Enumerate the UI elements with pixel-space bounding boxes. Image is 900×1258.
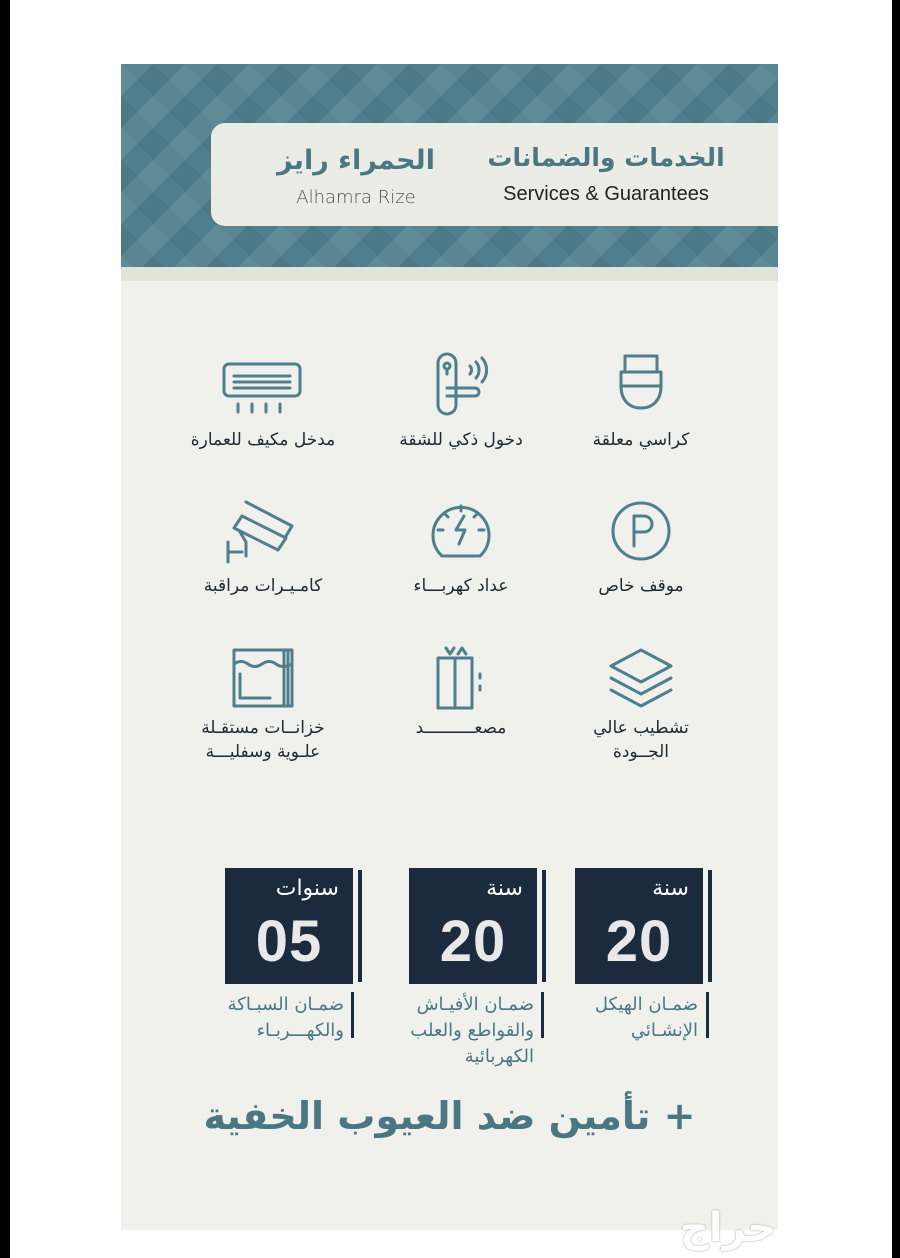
project-name-ar: الحمراء رايز: [277, 145, 435, 176]
parking-icon: [606, 496, 676, 566]
feature-label-line2: الجــودة: [612, 742, 670, 762]
feature-label-line2: علـوية وسفليـــة: [205, 742, 321, 762]
label-accent-bar: [541, 992, 544, 1038]
feature-water-tanks: [163, 644, 363, 764]
feature-label-line1: خزانــات مستقـلة: [201, 718, 325, 738]
card-accent-bar: [708, 870, 712, 982]
warranty-years: 20: [605, 909, 673, 974]
card-accent-bar: [358, 870, 362, 982]
warranty-card-electrical: [409, 868, 537, 984]
label-accent-bar: [351, 992, 354, 1038]
feature-electric-meter: [361, 496, 561, 598]
project-name-en: Alhamra Rize: [296, 187, 416, 208]
warranty-card-plumbing: [225, 868, 353, 984]
hidden-defects-insurance: + تأمين ضد العيوب الخفية: [203, 1094, 696, 1138]
air-conditioner-icon: [218, 350, 308, 420]
warranty-unit: سنة: [486, 876, 523, 901]
feature-label: [541, 716, 741, 764]
warranty-label-structure: [595, 992, 698, 1044]
label-accent-bar: [706, 992, 709, 1038]
feature-label: عداد كهربـــاء: [413, 576, 509, 596]
warranty-unit: سنة: [652, 876, 689, 901]
divider: [121, 267, 778, 281]
feature-label: موقف خاص: [598, 576, 684, 596]
feature-ac-entrance: [163, 350, 363, 452]
security-camera-icon: [218, 496, 308, 566]
header-card: [211, 123, 778, 226]
feature-security-cameras: [163, 496, 363, 598]
warranty-label-electrical: [410, 992, 534, 1070]
warranty-years: 05: [255, 909, 323, 974]
feature-smart-entry: [361, 350, 561, 452]
electric-meter-icon: [426, 496, 496, 566]
water-tank-icon: [228, 644, 298, 714]
feature-label: كراسي معلقة: [592, 430, 690, 450]
warranty-years: 20: [439, 909, 507, 974]
warranty-label-plumbing: [228, 992, 344, 1044]
feature-label: كامـيـرات مراقبة: [203, 576, 323, 596]
layers-icon: [606, 644, 676, 714]
warranty-label-line1: ضمـان الهيكل: [594, 994, 698, 1015]
feature-label: دخول ذكي للشقة: [399, 430, 523, 450]
warranty-card-structure: [575, 868, 703, 984]
feature-label: مصعــــــــــد: [415, 718, 507, 738]
feature-elevator: [361, 644, 561, 740]
feature-private-parking: [541, 496, 741, 598]
warranty-label-line2: والكهـــربـاء: [256, 1020, 344, 1041]
warranty-label-line2: والقواطع والعلب: [410, 1020, 534, 1041]
page-title-ar: الخدمات والضمانات: [487, 143, 725, 172]
smart-lock-icon: [426, 350, 496, 420]
feature-label: مدخل مكيف للعمارة: [190, 430, 336, 450]
feature-label: [163, 716, 363, 764]
warranty-label-line1: ضمـان الأفيـاش: [416, 994, 534, 1015]
warranty-label-line1: ضمـان السبـاكة: [227, 994, 344, 1015]
toilet-icon: [611, 350, 671, 420]
warranty-unit: سنوات: [275, 876, 339, 901]
services-flyer: [121, 64, 778, 1230]
feature-label-line1: تشطيب عالي: [593, 718, 689, 738]
feature-hanging-toilets: [541, 350, 741, 452]
page-title-en: Services & Guarantees: [503, 183, 709, 205]
elevator-icon: [426, 644, 496, 714]
watermark-logo: حراج: [680, 1205, 777, 1251]
warranty-label-line2: الإنشـائي: [630, 1020, 698, 1041]
feature-high-quality-finish: [541, 644, 741, 764]
card-accent-bar: [542, 870, 546, 982]
warranty-label-line3: الكهربائية: [464, 1046, 534, 1067]
